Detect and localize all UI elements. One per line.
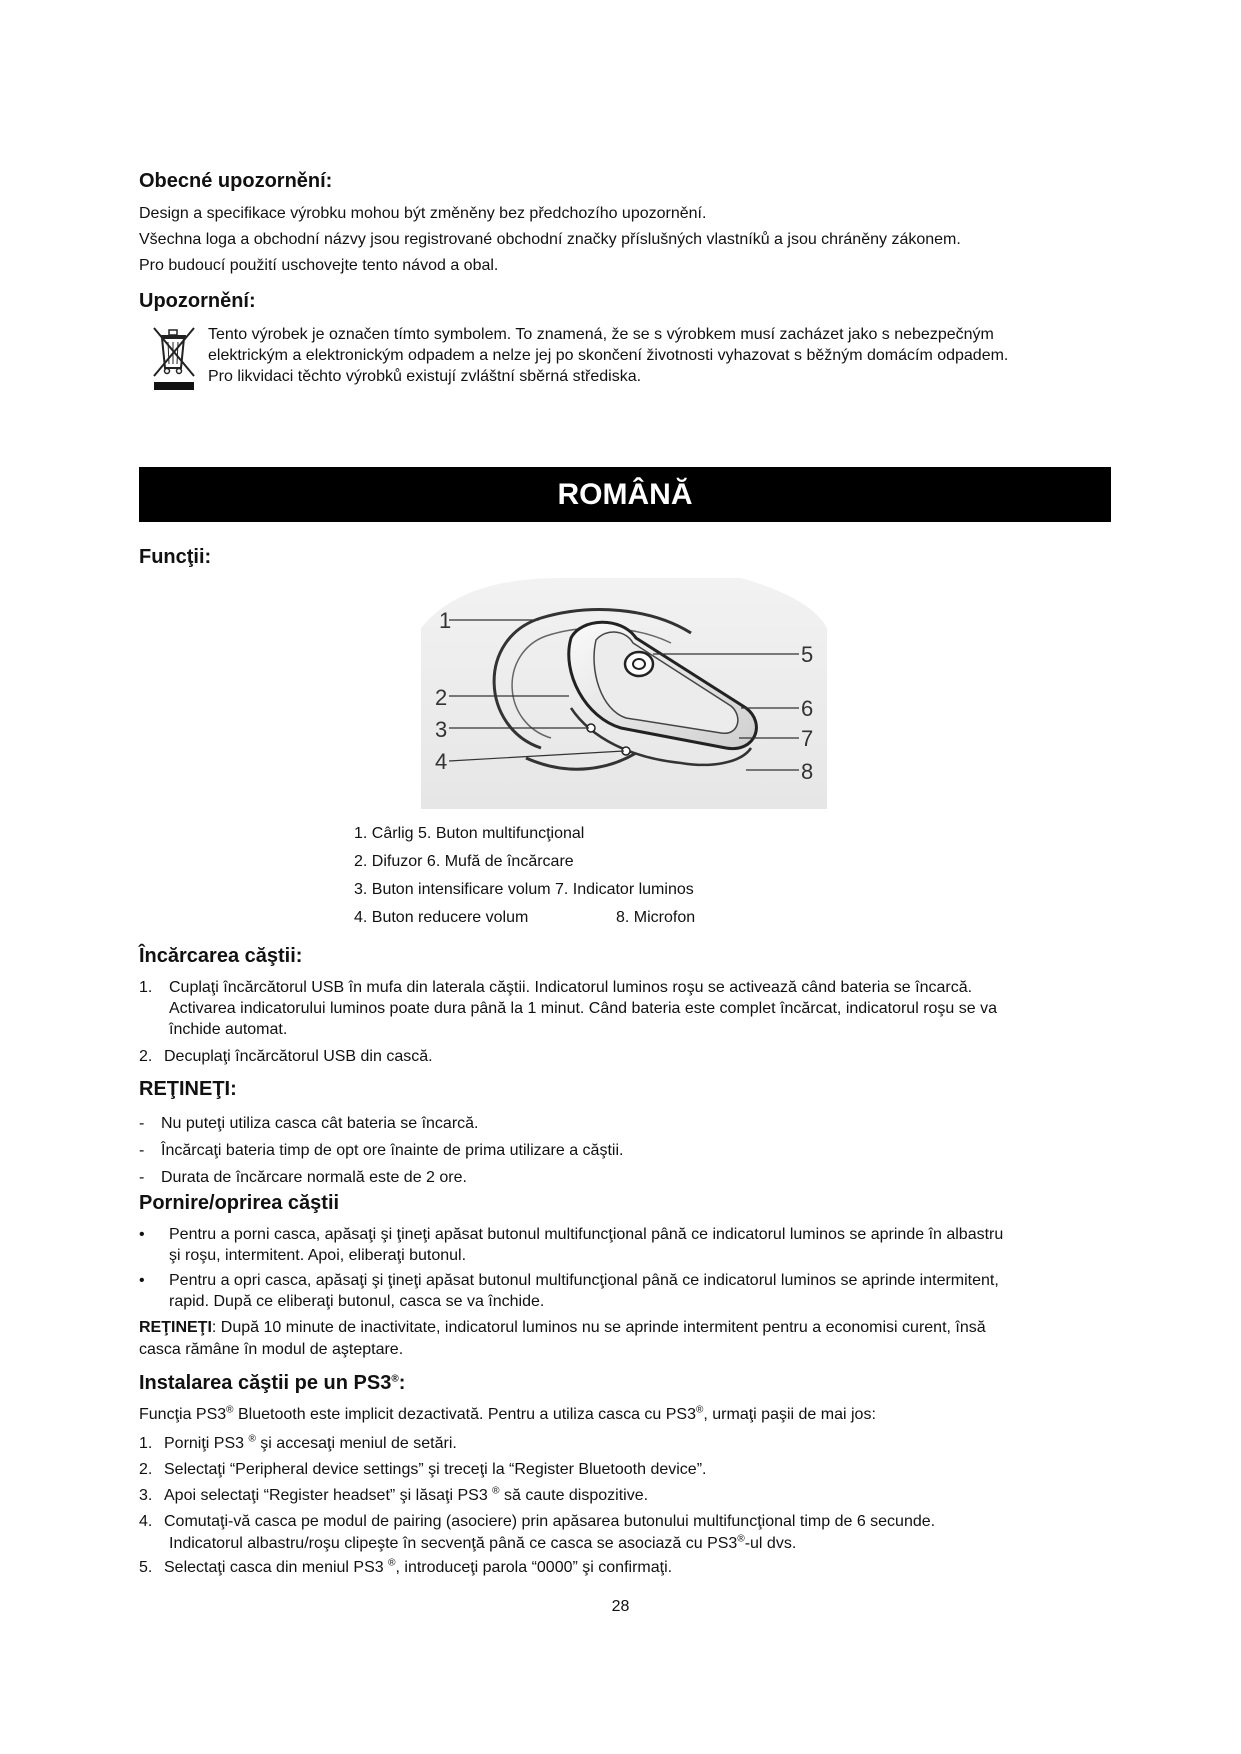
ps3-step-4-line-2b: -ul dvs. [744,1535,797,1552]
list-item: • Pentru a porni casca, apăsaţi şi ţineţi apăsat butonul multifuncţional până ce indicatorul luminos se aprinde în albastru şi roşu, intermitent. Apoi, eliberaţi butonul. [139,1224,1099,1266]
note-item-2: Încărcaţi bateria timp de opt ore înainte de prima utilizare a căştii. [161,1142,624,1159]
legend-item-5: 5. Buton multifuncţional [418,825,585,842]
registered-mark: ® [388,1557,396,1569]
callout-6: 6 [801,696,814,721]
callout-2: 2 [435,685,448,710]
callout-8: 8 [801,759,814,784]
charging-step-1-line-2: Activarea indicatorului luminos poate dura până la 1 minut. Când bateria este complet încărcat, indicatorul roşu se va [169,1000,998,1017]
ps3-step-1-b: şi accesaţi meniul de setări. [255,1435,457,1452]
power-items [139,1224,1099,1312]
step-number: 2. [139,1461,153,1478]
legend-row [354,848,695,876]
list-item [139,1431,1099,1457]
legend-item-6: 6. Mufă de încărcare [426,853,574,870]
ps3-step-3-a: Apoi selectaţi “Register headset” şi lăsaţi PS3 [164,1487,493,1504]
warning-line-2: elektrickým a elektronickým odpadem a nelze jej po skončení životnosti vyhazovat s běžným domácím odpadem. [208,347,1009,364]
power-item-1-line-2: şi roşu, intermitent. Apoi, eliberaţi butonul. [169,1247,467,1264]
headset-figure [421,578,827,809]
power-item-2-line-1: Pentru a opri casca, apăsaţi şi ţineţi apăsat butonul multifuncţional până ce indicatorul luminos se aprinde intermitent, [169,1272,999,1289]
ps3-step-5-b: , introduceţi parola “0000” şi confirmaţi. [395,1559,673,1576]
warning-text [208,324,1008,387]
step-number: 3. [139,1487,153,1504]
general-line-1: Design a specifikace výrobku mohou být změněny bez předchozího upozornění. [139,205,707,222]
list-item: • Pentru a opri casca, apăsaţi şi ţineţi apăsat butonul multifuncţional până ce indicatorul luminos se aprinde intermitent, rapid. După ce eliberaţi butonul, casca se va închide. [139,1270,1099,1312]
crossed-out-wheelie-bin-icon [150,322,198,392]
ps3-intro-c: , urmaţi paşii de mai jos: [703,1406,876,1423]
list-item: - Încărcaţi bateria timp de opt ore înainte de prima utilizare a căştii. [139,1142,624,1159]
list-item: - Durata de încărcare normală este de 2 ore. [139,1169,467,1186]
callout-5: 5 [801,642,814,667]
ps3-step-4-line-1: Comutaţi-vă casca pe modul de pairing (asociere) prin apăsarea butonului multifuncţional timp de 6 secunde. [164,1513,936,1530]
ps3-intro-a: Funcţia PS3 [139,1406,227,1423]
ps3-title-end: : [398,1372,406,1394]
power-note [139,1317,1099,1361]
note-items [139,1110,1099,1191]
power-item-2-line-2: rapid. După ce eliberaţi butonul, casca se va închide. [169,1293,545,1310]
step-number: 4. [139,1513,153,1530]
note-item-3: Durata de încărcare normală este de 2 ore. [161,1169,467,1186]
ps3-intro-b: Bluetooth este implicit dezactivată. Pentru a utiliza casca cu PS3 [233,1406,696,1423]
power-note-line-1: : După 10 minute de inactivitate, indicatorul luminos nu se aprinde intermitent pentru a economisi curent, însă [211,1319,986,1336]
legend-row [354,876,695,904]
power-note-line-2: casca rămâne în modul de aşteptare. [139,1341,404,1358]
warning-title: Upozornění: [139,290,256,312]
ps3-step-2: Selectaţi “Peripheral device settings” şi treceţi la “Register Bluetooth device”. [164,1461,707,1478]
figure-legend [354,820,695,932]
headset-drawing [421,578,827,809]
charging-step-1-line-3: închide automat. [169,1021,288,1038]
list-item [139,1511,1099,1555]
charging-step-2-line-1: Decuplaţi încărcătorul USB din cască. [164,1048,433,1065]
list-item [139,1483,1099,1509]
step-number: 1. [139,979,153,996]
language-banner: ROMÂNĂ [139,467,1111,522]
registered-mark: ® [696,1404,704,1416]
list-item [139,977,1099,1040]
warning-line-1: Tento výrobek je označen tímto symbolem. To znamená, že se s výrobkem musí zacházet jako s nebezpečným [208,326,994,343]
registered-mark: ® [391,1373,399,1385]
step-number: 2. [139,1048,153,1065]
step-number: 1. [139,1435,153,1452]
ps3-step-5-a: Selectaţi casca din meniul PS3 [164,1559,389,1576]
callout-4: 4 [435,749,448,774]
ps3-steps [139,1431,1099,1581]
power-title: Pornire/oprirea căştii [139,1192,340,1214]
charging-step-1-line-1: Cuplaţi încărcătorul USB în mufa din laterala căştii. Indicatorul luminos roşu se activează când bateria se încarcă. [169,979,973,996]
legend-item-3: 3. Buton intensificare volum [354,881,551,898]
power-note-label: REŢINEŢI [139,1319,212,1336]
note-item-1: Nu puteţi utiliza casca cât bateria se încarcă. [161,1115,479,1132]
legend-item-2: 2. Difuzor [354,853,423,870]
power-item-1-line-1: Pentru a porni casca, apăsaţi şi ţineţi apăsat butonul multifuncţional până ce indicatorul luminos se aprinde în albastru [169,1226,1004,1243]
legend-row [354,820,695,848]
page-number: 28 [611,1598,630,1615]
registered-mark: ® [226,1404,234,1416]
functions-title: Funcţii: [139,546,212,568]
callout-7: 7 [801,726,814,751]
ps3-step-1-a: Porniţi PS3 [164,1435,249,1452]
callout-3: 3 [435,717,448,742]
step-number: 5. [139,1559,153,1576]
charging-title: Încărcarea căştii: [139,945,303,967]
note-title: REŢINEŢI: [139,1078,237,1100]
list-item [139,1457,1099,1483]
general-line-2: Všechna loga a obchodní názvy jsou registrované obchodní značky příslušných vlastníků a jsou chráněny zákonem. [139,231,961,248]
legend-item-1: 1. Cârlig [354,825,414,842]
ps3-step-3-b: să caute dispozitive. [499,1487,649,1504]
charging-steps [139,977,1099,1067]
list-item: - Nu puteţi utiliza casca cât bateria se încarcă. [139,1115,479,1132]
callout-1: 1 [439,608,452,633]
general-notice-title: Obecné upozornění: [139,170,333,192]
registered-mark: ® [248,1433,256,1445]
legend-row [354,904,695,932]
legend-item-4: 4. Buton reducere volum [354,909,529,926]
legend-item-8: 8. Microfon [616,909,696,926]
registered-mark: ® [492,1485,500,1497]
general-line-3: Pro budoucí použití uschovejte tento návod a obal. [139,257,499,274]
list-item [139,1046,1099,1067]
list-item [139,1555,1099,1581]
general-notice-text [139,201,961,279]
ps3-step-4-line-2a: Indicatorul albastru/roşu clipeşte în secvenţă până ce casca se asociază cu PS3 [169,1535,738,1552]
registered-mark: ® [737,1533,745,1545]
legend-item-7: 7. Indicator luminos [555,881,694,898]
ps3-title-text: Instalarea căştii pe un PS3 [139,1372,392,1394]
warning-line-3: Pro likvidaci těchto výrobků existují zvláštní sběrná střediska. [208,368,642,385]
ps3-title [139,1372,405,1395]
ps3-intro [139,1404,876,1426]
